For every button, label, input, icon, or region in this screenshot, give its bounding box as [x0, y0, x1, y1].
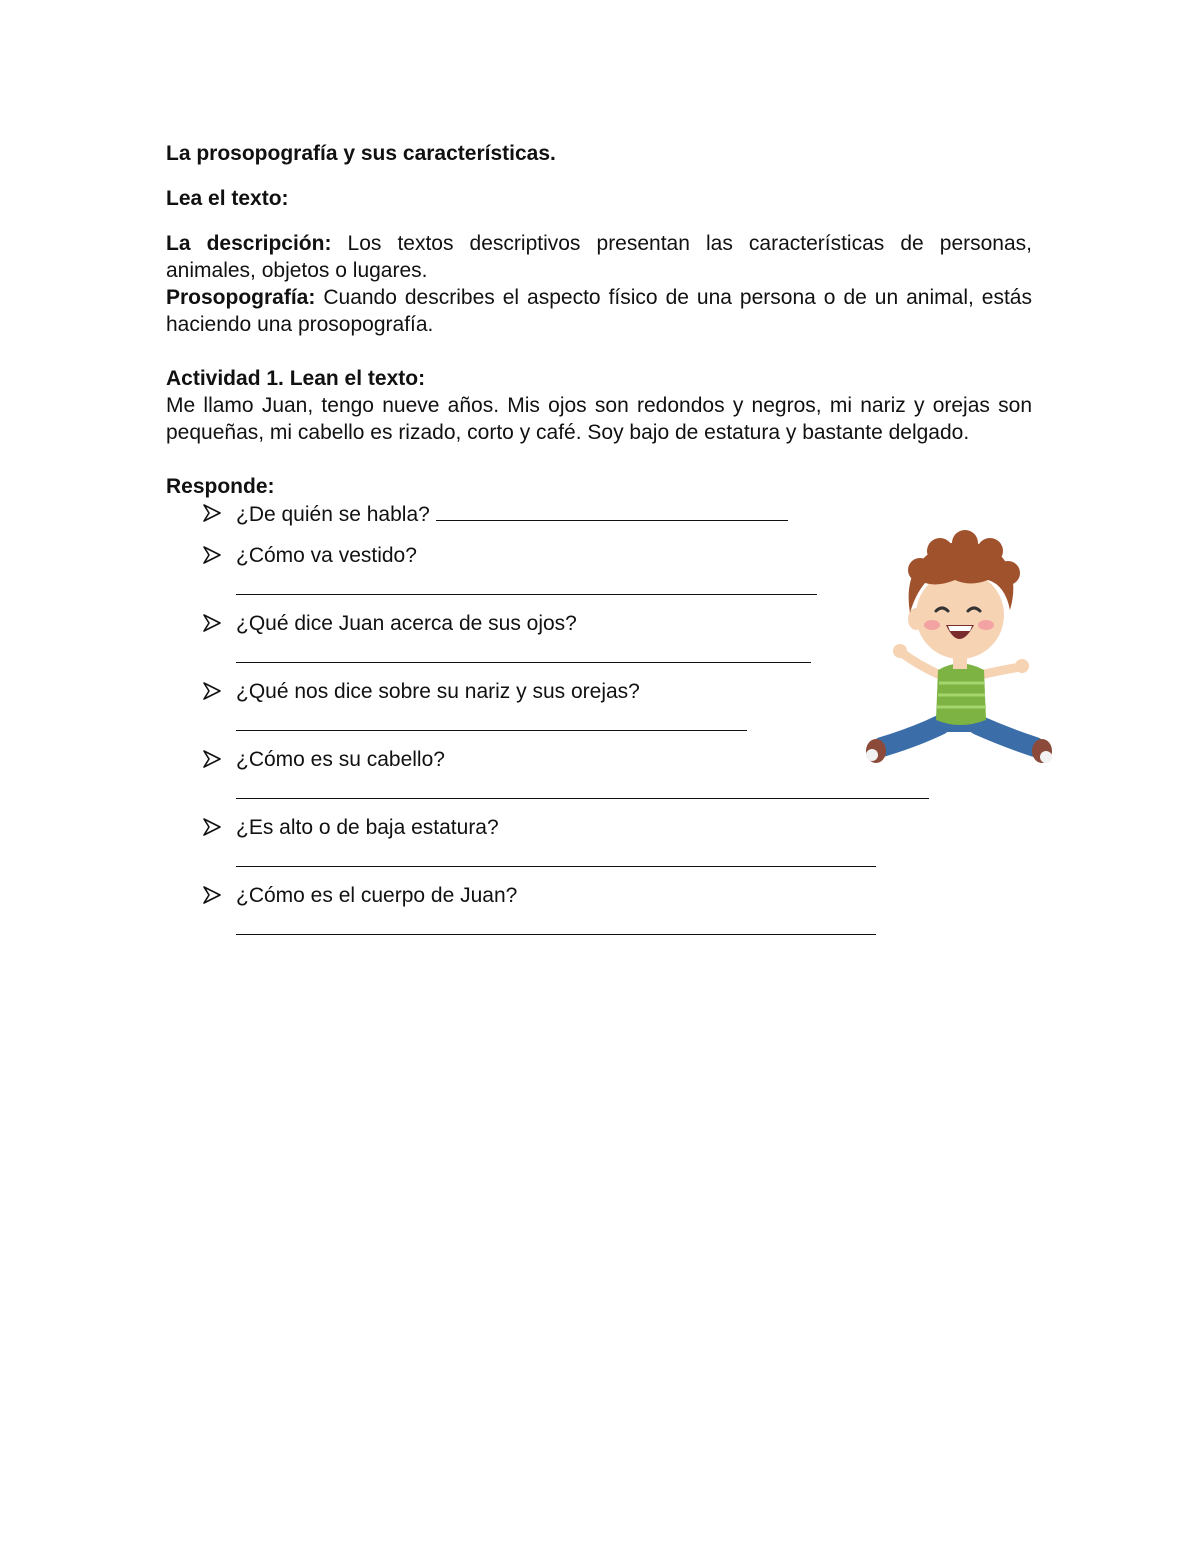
arrow-bullet-icon — [202, 681, 222, 701]
question-text: ¿Cómo es su cabello? — [236, 748, 445, 771]
question-item — [166, 814, 1032, 869]
question-text: ¿De quién se habla? — [236, 503, 430, 526]
prosopography-paragraph — [166, 284, 1032, 338]
arrow-bullet-icon — [202, 545, 222, 565]
question-text: ¿Qué nos dice sobre su nariz y sus orejas? — [236, 680, 640, 703]
description-text: Los textos descriptivos presentan las características de personas, animales, objetos o lugares. — [166, 232, 1033, 282]
description-paragraph — [166, 230, 1032, 284]
arrow-bullet-icon — [202, 613, 222, 633]
answer-line[interactable] — [236, 594, 817, 595]
question-item — [166, 500, 1032, 528]
description-label: La descripción: — [166, 232, 332, 255]
answer-line[interactable] — [436, 500, 788, 521]
boy-illustration — [860, 525, 1060, 775]
answer-line[interactable] — [236, 934, 876, 935]
page-title: La prosopografía y sus características. — [166, 142, 556, 165]
question-text: ¿Cómo es el cuerpo de Juan? — [236, 884, 518, 907]
answer-line[interactable] — [236, 730, 747, 731]
respond-heading: Responde: — [166, 475, 275, 498]
answer-line[interactable] — [236, 866, 876, 867]
question-text: ¿Cómo va vestido? — [236, 544, 417, 567]
question-item — [166, 882, 1032, 937]
read-label: Lea el texto: — [166, 187, 289, 210]
prosopography-text: Cuando describes el aspecto físico de una persona o de un animal, estás haciendo una prosopografía. — [166, 286, 1032, 336]
prosopography-label: Prosopografía: — [166, 286, 316, 309]
answer-line[interactable] — [236, 662, 811, 663]
arrow-bullet-icon — [202, 817, 222, 837]
activity-text: Me llamo Juan, tengo nueve años. Mis ojos son redondos y negros, mi nariz y orejas son pequeñas, mi cabello es rizado, corto y café. Soy bajo de estatura y bastante delgado. — [166, 394, 1032, 444]
question-text: ¿Es alto o de baja estatura? — [236, 816, 499, 839]
answer-line[interactable] — [236, 798, 929, 799]
activity-heading: Actividad 1. Lean el texto: — [166, 367, 426, 390]
arrow-bullet-icon — [202, 503, 222, 523]
question-text: ¿Qué dice Juan acerca de sus ojos? — [236, 612, 577, 635]
arrow-bullet-icon — [202, 885, 222, 905]
arrow-bullet-icon — [202, 749, 222, 769]
